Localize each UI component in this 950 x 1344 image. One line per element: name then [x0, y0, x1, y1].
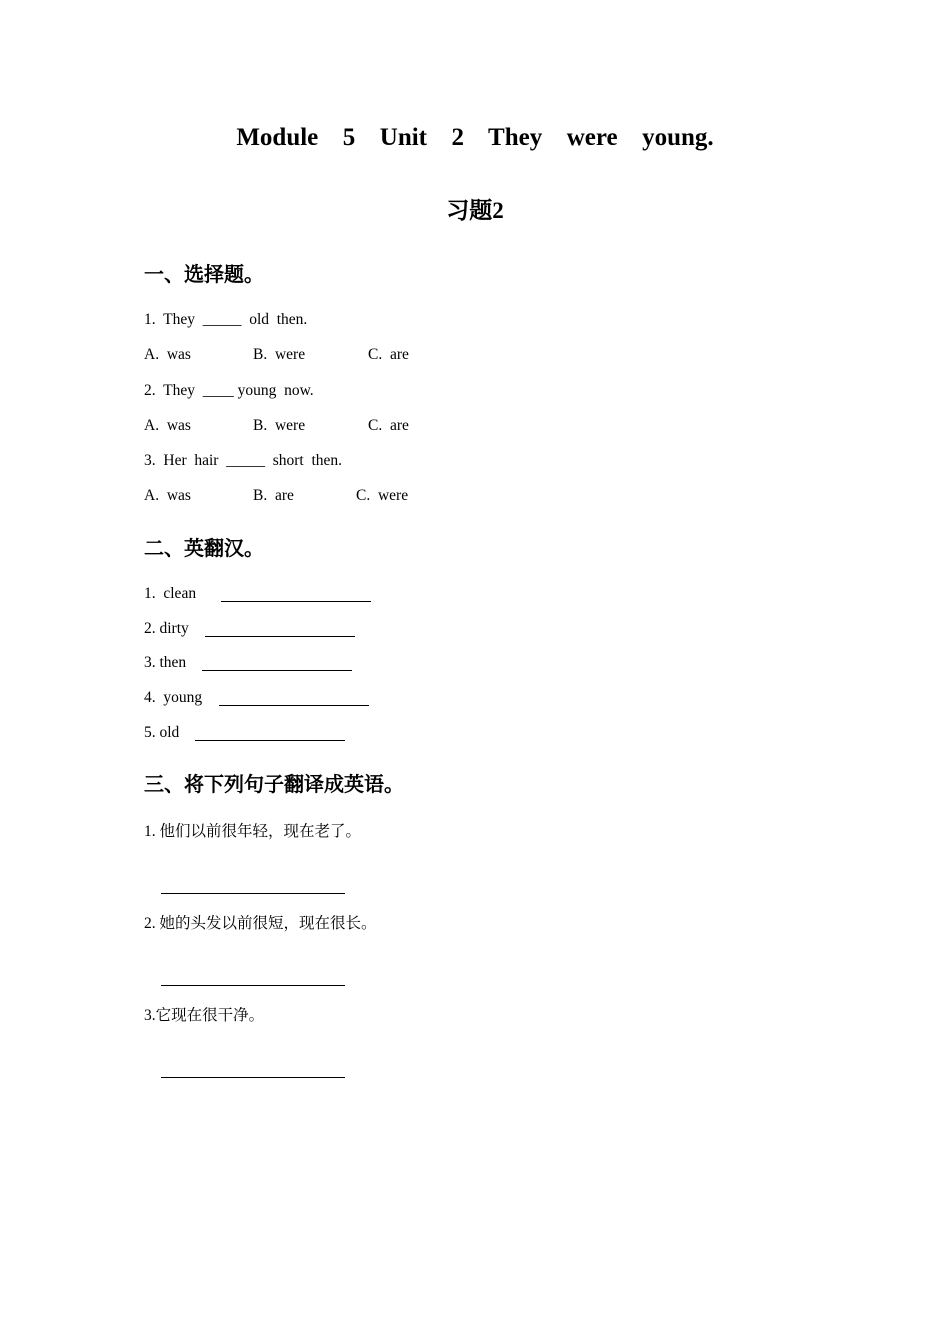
- vocab-answer-blank: [195, 740, 345, 741]
- translation-answer-blank: [161, 985, 345, 986]
- section-3-heading: 三、将下列句子翻译成英语。: [144, 774, 404, 796]
- question-2-option-b: B. were: [253, 417, 306, 434]
- vocab-item-dirty: 2. dirty: [144, 620, 189, 637]
- question-3-stem: 3. Her hair _____ short then.: [144, 452, 343, 469]
- vocab-item-clean: 1. clean: [144, 585, 197, 602]
- vocab-answer-blank: [205, 636, 355, 637]
- question-1-option-b: B. were: [253, 346, 306, 363]
- translation-answer-blank: [161, 1077, 345, 1078]
- translation-item-1: 1. 他们以前很年轻，现在老了。: [144, 823, 362, 840]
- question-1-option-c: C. are: [368, 346, 409, 363]
- page-subtitle: 习题2: [446, 198, 504, 223]
- translation-item-2: 2. 她的头发以前很短，现在很长。: [144, 915, 377, 932]
- vocab-answer-blank: [219, 705, 369, 706]
- question-2-option-c: C. are: [368, 417, 409, 434]
- vocab-item-young: 4. young: [144, 689, 203, 706]
- question-3-option-a: A. was: [144, 487, 191, 504]
- question-3-option-b: B. are: [253, 487, 294, 504]
- vocab-item-old: 5. old: [144, 724, 180, 741]
- question-1-stem: 1. They _____ old then.: [144, 311, 308, 328]
- translation-answer-blank: [161, 893, 345, 894]
- page-title: Module 5 Unit 2 They were young.: [236, 124, 714, 151]
- question-2-stem: 2. They ____ young now.: [144, 382, 314, 399]
- question-3-option-c: C. were: [356, 487, 409, 504]
- question-2-option-a: A. was: [144, 417, 191, 434]
- vocab-answer-blank: [202, 670, 352, 671]
- section-1-heading: 一、选择题。: [144, 264, 264, 286]
- question-1-option-a: A. was: [144, 346, 191, 363]
- translation-item-3: 3.它现在很干净。: [144, 1007, 265, 1024]
- vocab-item-then: 3. then: [144, 654, 187, 671]
- section-2-heading: 二、英翻汉。: [144, 538, 264, 560]
- vocab-answer-blank: [221, 601, 371, 602]
